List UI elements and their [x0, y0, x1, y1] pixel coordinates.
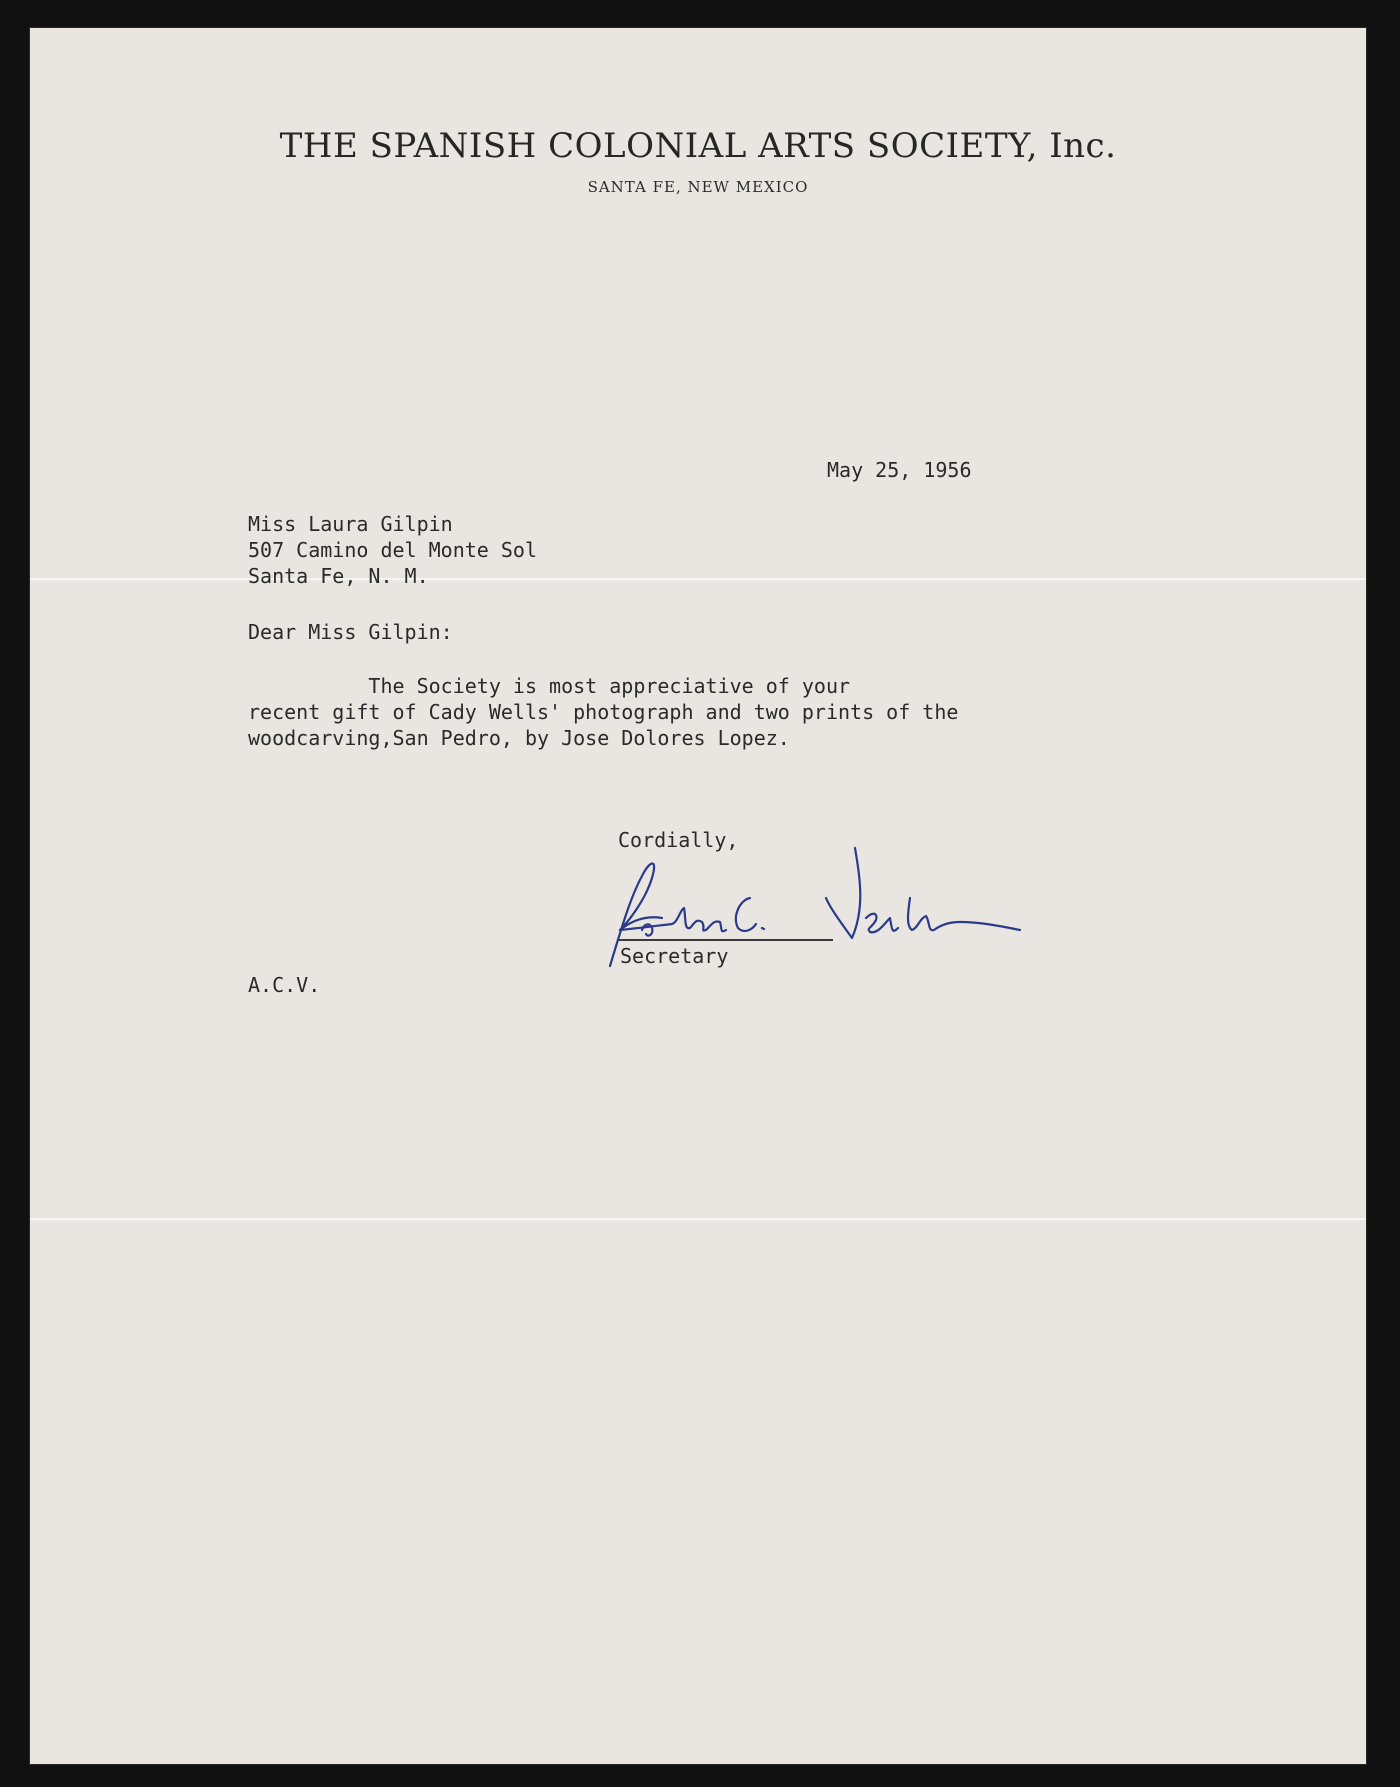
- letterhead-location: SANTA FE, NEW MEXICO: [587, 178, 809, 196]
- recipient-name: Miss Laura Gilpin: [248, 512, 453, 536]
- fold-line: [30, 578, 1366, 581]
- body-line: woodcarving,San Pedro, by Jose Dolores Lopez.: [248, 726, 790, 750]
- fold-line: [30, 1218, 1366, 1221]
- letter-body: [248, 673, 958, 751]
- closing: Cordially,: [618, 828, 739, 852]
- salutation: Dear Miss Gilpin:: [248, 620, 453, 644]
- recipient-street: 507 Camino del Monte Sol: [248, 538, 537, 562]
- signature-line: [618, 939, 833, 941]
- recipient-address: [248, 511, 537, 589]
- recipient-city: Santa Fe, N. M.: [248, 564, 429, 588]
- typist-initials: A.C.V.: [248, 973, 321, 997]
- signer-title: Secretary: [620, 944, 729, 968]
- body-line: The Society is most appreciative of your: [248, 674, 851, 698]
- letter-date: May 25, 1956: [827, 458, 972, 482]
- letterhead-organization: THE SPANISH COLONIAL ARTS SOCIETY, Inc.: [279, 126, 1117, 166]
- letter-sheet: [30, 28, 1366, 1764]
- body-line: recent gift of Cady Wells' photograph and two prints of the: [248, 700, 959, 724]
